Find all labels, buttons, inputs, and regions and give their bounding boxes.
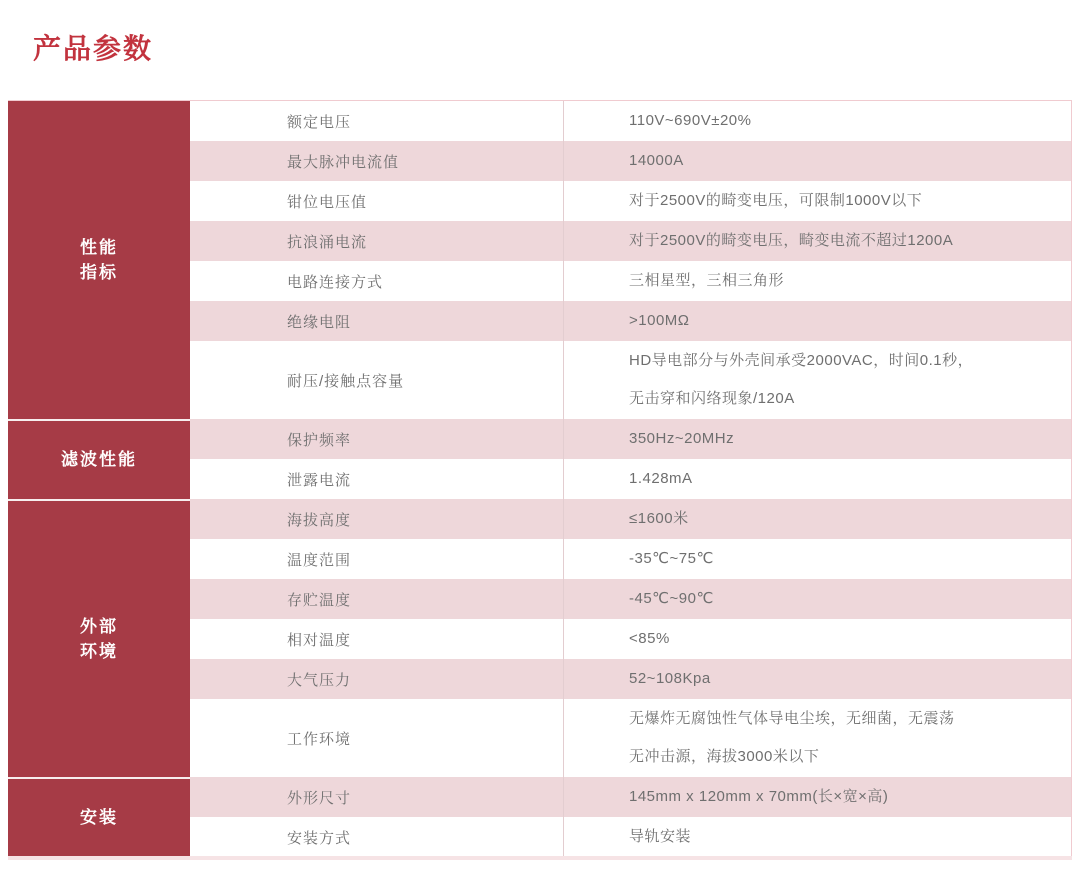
param-value-line: 对于2500V的畸变电压，畸变电流不超过1200A [629,232,954,249]
param-name-cell: 温度范围 [287,551,352,569]
param-row [190,221,1071,261]
param-value-cell [563,181,1071,221]
param-value-cell [563,699,1071,777]
sidebar-group-label: 滤波性能 [61,450,137,470]
param-name-cell: 最大脉冲电流值 [287,153,400,171]
param-value-cell [563,341,1071,419]
param-row [190,261,1071,301]
page-title: 产品参数 [33,33,154,64]
product-parameters-table [8,100,1072,857]
param-value-cell [563,419,1071,459]
param-row [190,619,1071,659]
param-value-cell [563,101,1071,141]
param-value-line: 52~108Kpa [629,670,711,687]
param-value-cell [563,459,1071,499]
param-value-cell [563,777,1071,817]
param-value-line: 无击穿和闪络现象/120A [629,390,795,407]
param-value-cell [563,141,1071,181]
param-name-cell: 相对温度 [287,631,352,649]
param-row [190,341,1071,419]
param-value-cell [563,221,1071,261]
param-value-line: <85% [629,630,670,647]
param-value-line: 110V~690V±20% [629,112,752,129]
parameter-rows [190,101,1071,857]
param-name-cell: 安装方式 [287,829,352,847]
param-value-line: 导轨安装 [629,828,692,845]
param-name-cell: 外形尺寸 [287,789,352,807]
param-value-line: 145mm x 120mm x 70mm(长×宽×高) [629,788,889,805]
param-name-cell: 钳位电压值 [287,193,368,211]
param-name-cell: 大气压力 [287,671,352,689]
param-value-line: 无爆炸无腐蚀性气体导电尘埃，无细菌，无震荡 [629,710,955,727]
param-row [190,141,1071,181]
param-row [190,579,1071,619]
param-row [190,499,1071,539]
param-row [190,419,1071,459]
param-row [190,301,1071,341]
param-name-cell: 海拔高度 [287,511,352,529]
param-value-line: 350Hz~20MHz [629,430,735,447]
param-value-cell [563,499,1071,539]
sidebar-group-label: 环境 [80,642,118,661]
sidebar-group-label: 外部 [80,616,118,636]
category-sidebar [8,101,190,857]
param-name-cell: 额定电压 [287,113,352,131]
sidebar-group-1 [8,419,190,499]
param-row [190,101,1071,141]
sidebar-group-label: 性能 [80,237,118,257]
param-row [190,659,1071,699]
param-value-line: 三相星型，三相三角形 [629,272,785,289]
sidebar-group-label: 指标 [80,263,118,282]
table-bottom-strip [8,856,1072,860]
param-value-line: 14000A [629,152,684,169]
param-value-cell [563,539,1071,579]
param-value-line: -45℃~90℃ [629,590,714,607]
param-name-cell: 电路连接方式 [287,273,384,291]
sidebar-group-2 [8,499,190,777]
sidebar-group-3 [8,777,190,857]
param-value-cell [563,817,1071,857]
param-value-cell [563,579,1071,619]
param-row [190,181,1071,221]
param-value-line: 对于2500V的畸变电压，可限制1000V以下 [629,192,923,209]
param-name-cell: 存贮温度 [287,591,352,609]
param-name-cell: 工作环境 [287,730,352,748]
param-row [190,459,1071,499]
param-value-line: HD导电部分与外壳间承受2000VAC，时间0.1秒， [629,352,974,369]
param-name-cell: 绝缘电阻 [287,313,352,331]
param-row [190,777,1071,817]
param-value-line: ≤1600米 [629,510,689,527]
param-value-line: 1.428mA [629,470,693,487]
param-name-cell: 耐压/接触点容量 [287,372,405,390]
param-row [190,539,1071,579]
sidebar-group-label: 安装 [80,808,118,828]
param-name-cell: 抗浪涌电流 [287,233,368,251]
param-row [190,699,1071,777]
param-value-cell [563,261,1071,301]
param-value-cell [563,619,1071,659]
param-name-cell: 泄露电流 [287,471,352,489]
param-value-cell [563,301,1071,341]
param-value-line: >100MΩ [629,312,690,329]
sidebar-group-0 [8,101,190,419]
param-name-cell: 保护频率 [287,431,352,449]
param-value-line: -35℃~75℃ [629,550,714,567]
param-value-line: 无冲击源，海拔3000米以下 [629,748,820,765]
param-row [190,817,1071,857]
param-value-cell [563,659,1071,699]
